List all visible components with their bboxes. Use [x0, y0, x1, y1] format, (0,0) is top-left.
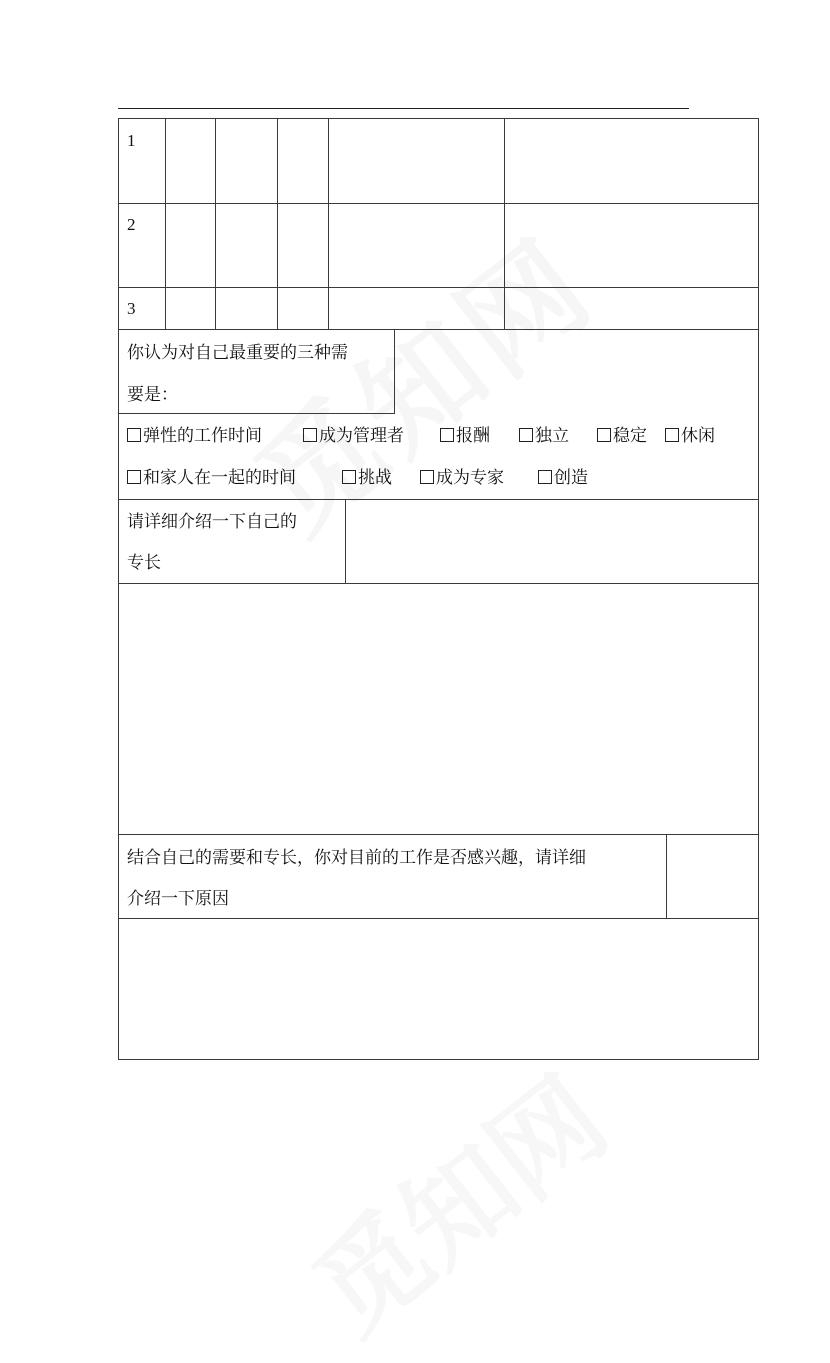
option-leisure[interactable]: 休闲 — [665, 426, 715, 446]
specialty-answer-bottom — [118, 834, 759, 835]
specialty-question-line-1: 请详细介绍一下自己的 — [127, 512, 297, 532]
option-challenge[interactable]: 挑战 — [342, 468, 392, 488]
header-rule — [118, 108, 689, 109]
checkbox[interactable] — [440, 428, 454, 442]
row-1-cell[interactable] — [166, 119, 215, 203]
row-number-3: 3 — [127, 299, 136, 318]
row-1-cell[interactable] — [329, 119, 504, 203]
checkbox[interactable] — [538, 470, 552, 484]
needs-question-line-2: 要是： — [127, 385, 178, 405]
interest-answer-area[interactable] — [119, 919, 758, 1059]
row-3-cell[interactable] — [166, 288, 215, 329]
row-2-cell[interactable] — [505, 204, 758, 287]
table-border-bottom — [118, 1059, 759, 1060]
checkbox[interactable] — [519, 428, 533, 442]
needs-question-line-1: 你认为对自己最重要的三种需 — [127, 343, 348, 363]
option-family-time[interactable]: 和家人在一起的时间 — [127, 468, 296, 488]
option-independence[interactable]: 独立 — [519, 426, 569, 446]
row-3-cell[interactable] — [216, 288, 277, 329]
option-become-expert[interactable]: 成为专家 — [420, 468, 504, 488]
checkbox[interactable] — [127, 428, 141, 442]
checkbox[interactable] — [597, 428, 611, 442]
interest-question-line-2: 介绍一下原因 — [127, 889, 229, 909]
row-3-cell[interactable] — [505, 288, 758, 329]
option-stability[interactable]: 稳定 — [597, 426, 647, 446]
row-2-cell[interactable] — [166, 204, 215, 287]
row-1-cell[interactable] — [505, 119, 758, 203]
option-flexible-hours[interactable]: 弹性的工作时间 — [127, 426, 262, 446]
needs-question-bottom — [118, 413, 395, 414]
interest-question-line-1: 结合自己的需要和专长，你对目前的工作是否感兴趣，请详细 — [127, 848, 586, 868]
checkbox[interactable] — [303, 428, 317, 442]
row-number-2: 2 — [127, 215, 136, 234]
checkbox[interactable] — [342, 470, 356, 484]
option-become-manager[interactable]: 成为管理者 — [303, 426, 404, 446]
row-1-cell[interactable] — [278, 119, 328, 203]
needs-question-divider — [394, 329, 395, 413]
specialty-question-line-2: 专长 — [127, 553, 161, 573]
interest-short-answer[interactable] — [667, 835, 758, 918]
option-compensation[interactable]: 报酬 — [440, 426, 490, 446]
row-3-cell[interactable] — [278, 288, 328, 329]
watermark-bottom — [276, 1035, 633, 1363]
row-2-cell[interactable] — [329, 204, 504, 287]
row-number-1: 1 — [127, 131, 136, 150]
checkbox[interactable] — [127, 470, 141, 484]
checkbox[interactable] — [665, 428, 679, 442]
row-2-cell[interactable] — [216, 204, 277, 287]
specialty-short-answer[interactable] — [346, 500, 758, 583]
row-2-cell[interactable] — [278, 204, 328, 287]
row-1-cell[interactable] — [216, 119, 277, 203]
row-3-cell[interactable] — [329, 288, 504, 329]
specialty-answer-area[interactable] — [119, 584, 758, 834]
option-creativity[interactable]: 创造 — [538, 468, 588, 488]
checkbox[interactable] — [420, 470, 434, 484]
